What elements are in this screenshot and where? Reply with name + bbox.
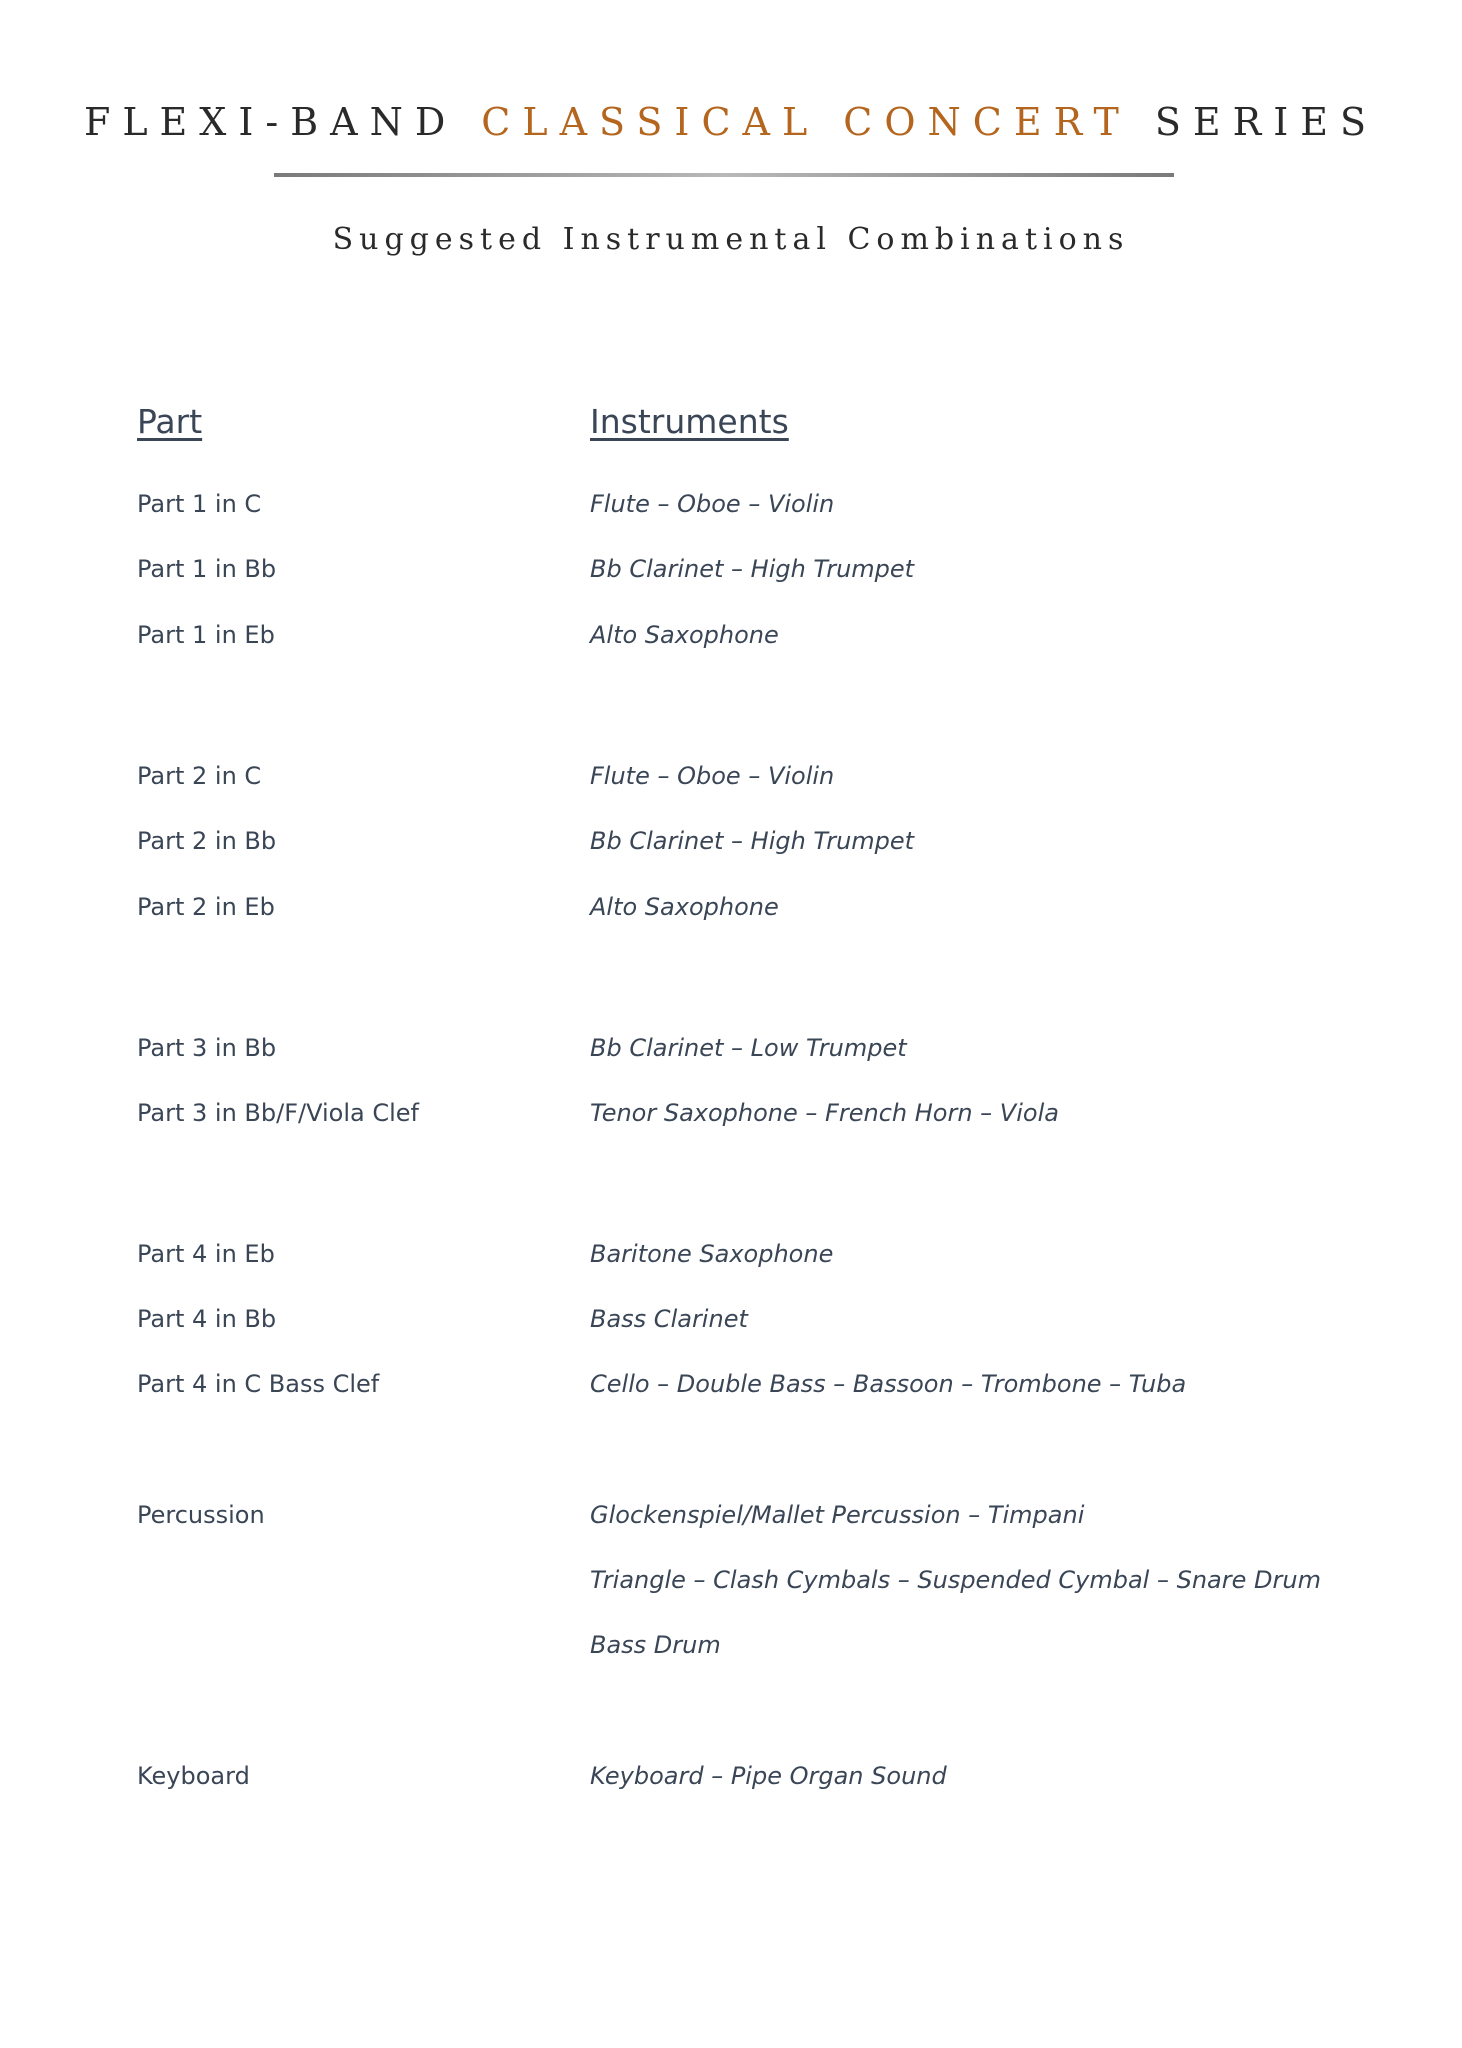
instruments-list: Bass Drum xyxy=(590,1631,721,1659)
part-label: Part 2 in C xyxy=(137,762,262,790)
instruments-list: Bb Clarinet – High Trumpet xyxy=(590,555,915,583)
part-label: Percussion xyxy=(137,1501,265,1529)
series-title xyxy=(0,100,1462,144)
part-label: Part 3 in Bb/F/Viola Clef xyxy=(137,1099,419,1127)
page-subtitle: Suggested Instrumental Combinations xyxy=(332,222,1130,257)
instruments-list: Glockenspiel/Mallet Percussion – Timpani xyxy=(590,1501,1085,1529)
part-label: Part 1 in Bb xyxy=(137,555,277,583)
part-column-heading: Part xyxy=(137,402,203,441)
instruments-list: Bb Clarinet – High Trumpet xyxy=(590,827,915,855)
header-divider xyxy=(274,173,1174,177)
series-title-accent: CLASSICAL CONCERT xyxy=(481,100,1131,144)
instruments-list: Triangle – Clash Cymbals – Suspended Cymbal – Snare Drum xyxy=(590,1566,1321,1594)
instruments-column-heading: Instruments xyxy=(590,402,789,441)
part-label: Keyboard xyxy=(137,1762,250,1790)
part-label: Part 4 in C Bass Clef xyxy=(137,1370,380,1398)
part-label: Part 2 in Bb xyxy=(137,827,277,855)
instruments-list: Keyboard – Pipe Organ Sound xyxy=(590,1762,947,1790)
instruments-list: Cello – Double Bass – Bassoon – Trombone – Tuba xyxy=(590,1370,1187,1398)
part-label: Part 4 in Eb xyxy=(137,1240,275,1268)
instruments-list: Alto Saxophone xyxy=(590,621,779,649)
instruments-list: Flute – Oboe – Violin xyxy=(590,762,835,790)
part-label: Part 2 in Eb xyxy=(137,893,275,921)
instruments-list: Bb Clarinet – Low Trumpet xyxy=(590,1034,907,1062)
instruments-list: Flute – Oboe – Violin xyxy=(590,490,835,518)
instruments-list: Tenor Saxophone – French Horn – Viola xyxy=(590,1099,1059,1127)
instruments-list: Alto Saxophone xyxy=(590,893,779,921)
series-title-suffix: SERIES xyxy=(1154,100,1379,144)
part-label: Part 1 in C xyxy=(137,490,262,518)
part-label: Part 1 in Eb xyxy=(137,621,275,649)
part-label: Part 3 in Bb xyxy=(137,1034,277,1062)
part-label: Part 4 in Bb xyxy=(137,1305,277,1333)
series-title-prefix: FLEXI-BAND xyxy=(83,100,458,144)
instruments-list: Baritone Saxophone xyxy=(590,1240,834,1268)
instruments-list: Bass Clarinet xyxy=(590,1305,748,1333)
